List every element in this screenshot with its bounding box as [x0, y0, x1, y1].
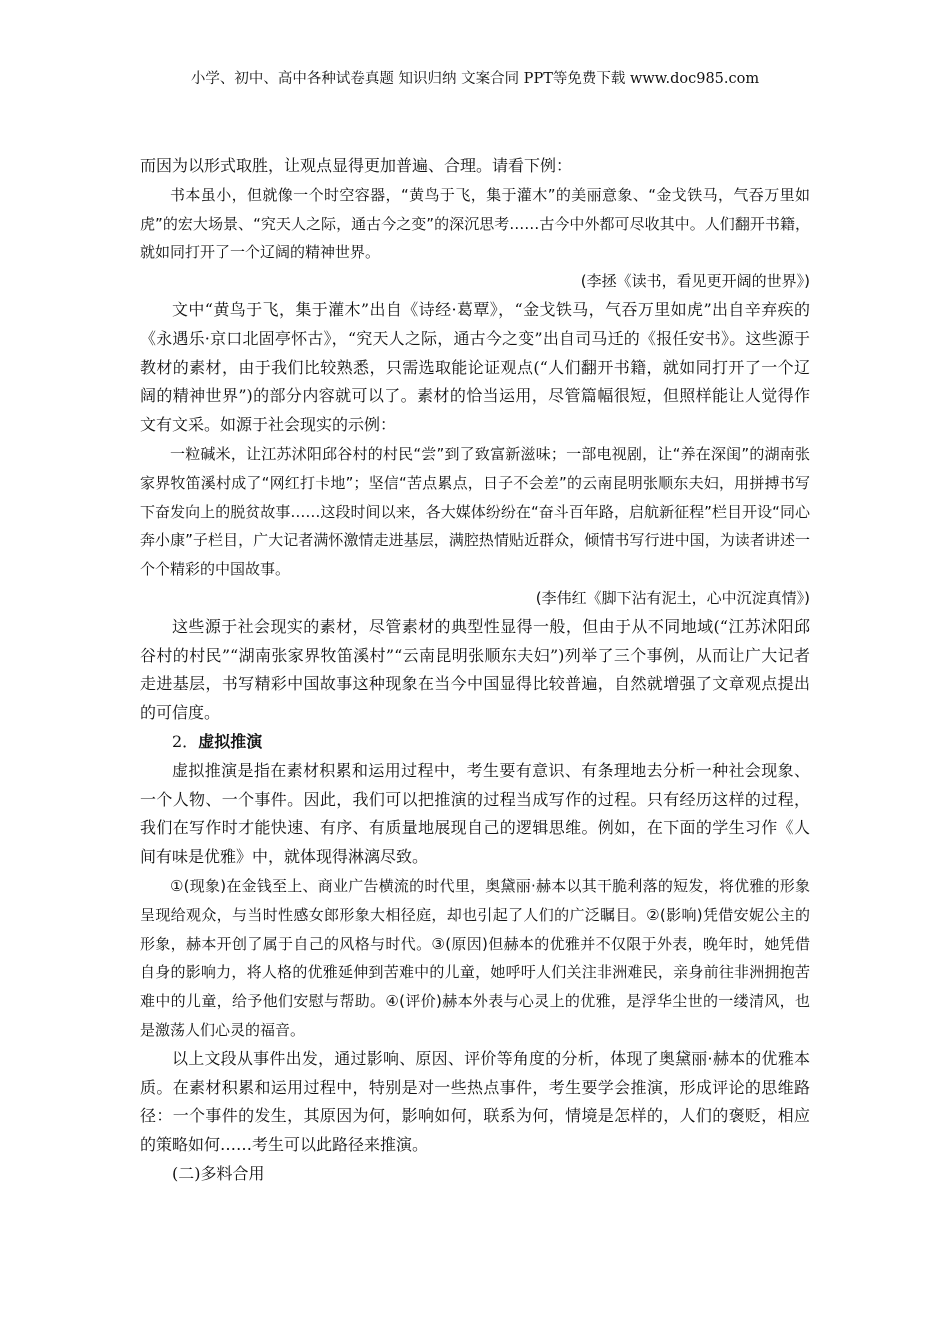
quotation-source: (李拯《读书，看见更开阔的世界》) — [580, 272, 810, 291]
section-heading: (二)多料合用 — [172, 1163, 265, 1183]
quotation: 书本虽小，但就像一个时空容器，“黄鸟于飞，集于灌木”的美丽意象、“金戈铁马，气吞万里如虎”的宏大场景、“究天人之际，通古今之变”的深沉思考……古今中外都可尽收其中。人们翻开书籍，就如同打开了一个辽阔的精神世界。 — [140, 185, 810, 262]
quotation: ①(现象)在金钱至上、商业广告横流的时代里，奥黛丽·赫本以其干脆利落的短发，将优雅的形象呈现给观众，与当时性感女郎形象大相径庭，却也引起了人们的广泛瞩目。②(影响)凭借安妮公主的形象，赫本开创了属于自己的风格与时代。③(原因)但赫本的优雅并不仅限于外表，晚年时，她凭借自身的影响力，将人格的优雅延伸到苦难中的儿童，她呼吁人们关注非洲难民，亲身前往非洲拥抱苦难中的儿童，给予他们安慰与帮助。④(评价)赫本外表与心灵上的优雅，是浮华尘世的一缕清风，也是激荡人们心灵的福音。 — [140, 876, 810, 1039]
paragraph: 这些源于社会现实的素材，尽管素材的典型性显得一般，但由于从不同地域(“江苏沭阳邱谷村的村民”“湖南张家界牧笛溪村”“云南昆明张顺东夫妇”)列举了三个事例，从而让广大记者走进基层，书写精彩中国故事这种现象在当今中国显得比较普遍，自然就增强了文章观点提出的可信度。 — [140, 616, 810, 723]
section-heading — [140, 728, 810, 757]
document-body — [140, 152, 810, 1189]
quotation-source: (李伟红《脚下沾有泥土，心中沉淀真情》) — [535, 588, 810, 607]
quotation: 一粒碱米，让江苏沭阳邱谷村的村民“尝”到了致富新滋味；一部电视剧，让“养在深闺”的湖南张家界牧笛溪村成了“网红打卡地”；坚信“苦点累点，日子不会差”的云南昆明张顺东夫妇，用拼搏书写下奋发向上的脱贫故事……这段时间以来，各大媒体纷纷在“奋斗百年路，启航新征程”栏目开设“同心奔小康”子栏目，广大记者满怀激情走进基层，满腔热情贴近群众，倾情书写行进中国，为读者讲述一个个精彩的中国故事。 — [140, 444, 810, 579]
paragraph: 文中“黄鸟于飞，集于灌木”出自《诗经·葛覃》，“金戈铁马，气吞万里如虎”出自辛弃疾的《永遇乐·京口北固亭怀古》，“究天人之际，通古今之变”出自司马迁的《报任安书》。这些源于教材的素材，由于我们比较熟悉，只需选取能论证观点(“人们翻开书籍，就如同打开了一个辽阔的精神世界”)的部分内容就可以了。素材的恰当运用，尽管篇幅很短，但照样能让人觉得作文有文采。如源于社会现实的示例： — [140, 299, 810, 435]
section-number: 2． — [172, 731, 199, 751]
page-header: 小学、初中、高中各种试卷真题 知识归纳 文案合同 PPT等免费下载 www.doc985.com — [190, 71, 760, 87]
paragraph: 虚拟推演是指在素材积累和运用过程中，考生要有意识、有条理地去分析一种社会现象、一个人物、一个事件。因此，我们可以把推演的过程当成写作的过程。只有经历这样的过程，我们在写作时才能快速、有序、有质量地展现自己的逻辑思维。例如，在下面的学生习作《人间有味是优雅》中，就体现得淋漓尽致。 — [140, 760, 810, 867]
paragraph: 而因为以形式取胜，让观点显得更加普遍、合理。请看下例： — [140, 156, 573, 175]
section-title: 虚拟推演 — [198, 731, 263, 751]
paragraph: 以上文段从事件出发，通过影响、原因、评价等角度的分析，体现了奥黛丽·赫本的优雅本质。在素材积累和运用过程中，特别是对一些热点事件，考生要学会推演，形成评论的思维路径：一个事件的发生，其原因为何，影响如何，联系为何，情境是怎样的，人们的褒贬，相应的策略如何……考生可以此路径来推演。 — [140, 1048, 810, 1155]
